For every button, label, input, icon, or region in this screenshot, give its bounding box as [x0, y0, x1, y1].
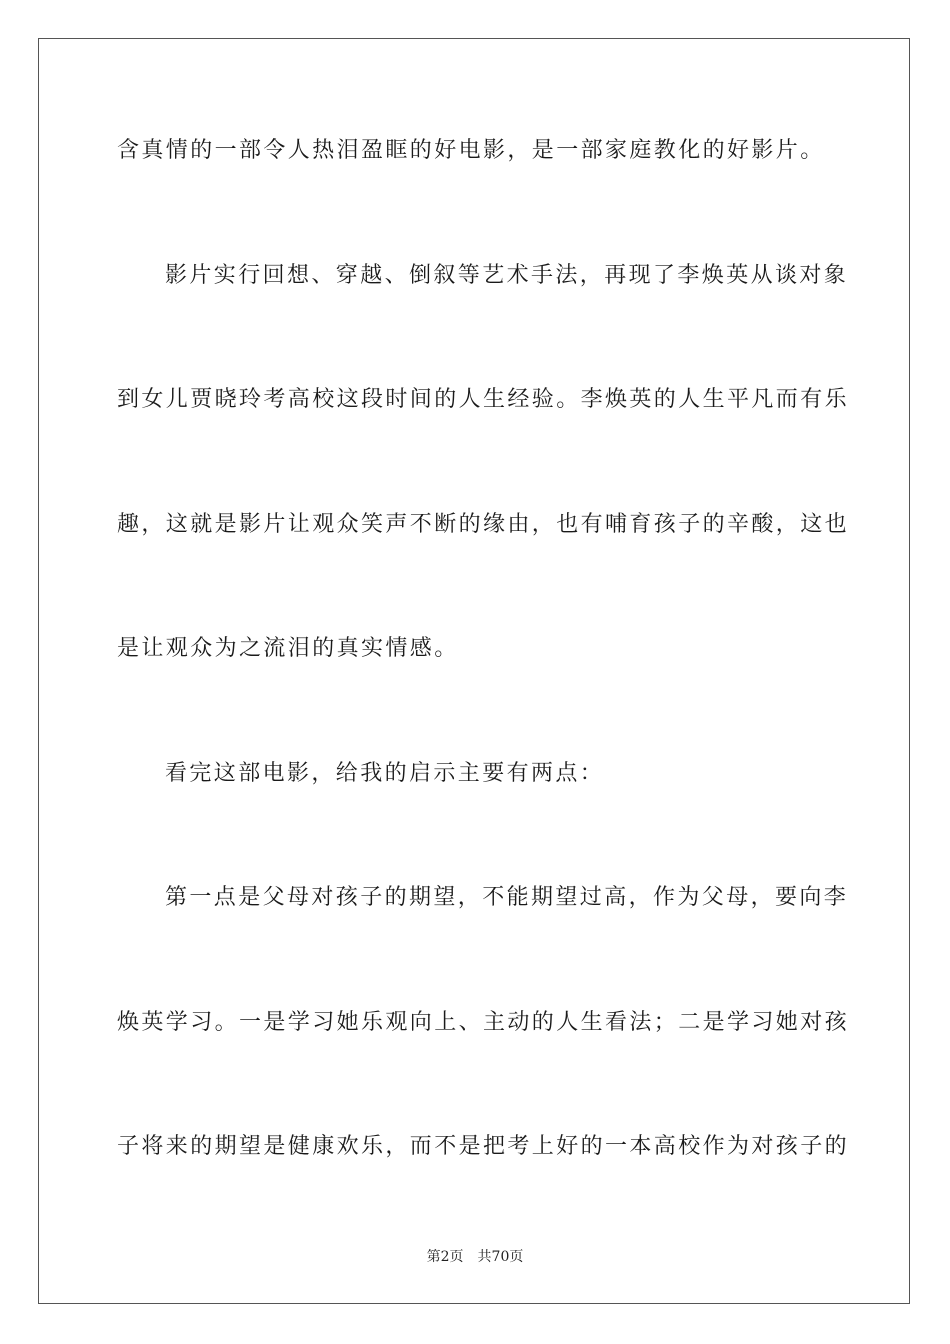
page-border	[38, 38, 910, 1304]
paragraph-line-2: 影片实行回想、穿越、倒叙等艺术手法，再现了李焕英从谈对象	[165, 263, 849, 288]
paragraph-line-9: 子将来的期望是健康欢乐，而不是把考上好的一本高校作为对孩子的	[117, 1134, 850, 1159]
page-footer	[0, 1247, 950, 1267]
page-total: 共70页	[477, 1249, 524, 1265]
paragraph-line-5: 是让观众为之流泪的真实情感。	[117, 636, 459, 661]
paragraph-line-6: 看完这部电影，给我的启示主要有两点：	[165, 761, 605, 786]
paragraph-line-4: 趣，这就是影片让观众笑声不断的缘由，也有哺育孩子的辛酸，这也	[117, 512, 850, 537]
paragraph-line-7: 第一点是父母对孩子的期望，不能期望过高，作为父母，要向李	[165, 885, 849, 910]
paragraph-line-1: 含真情的一部令人热泪盈眶的好电影，是一部家庭教化的好影片。	[117, 138, 825, 163]
paragraph-line-3: 到女儿贾晓玲考高校这段时间的人生经验。李焕英的人生平凡而有乐	[117, 387, 850, 412]
paragraph-line-8: 焕英学习。一是学习她乐观向上、主动的人生看法；二是学习她对孩	[117, 1010, 850, 1035]
page-number: 第2页	[426, 1249, 464, 1265]
